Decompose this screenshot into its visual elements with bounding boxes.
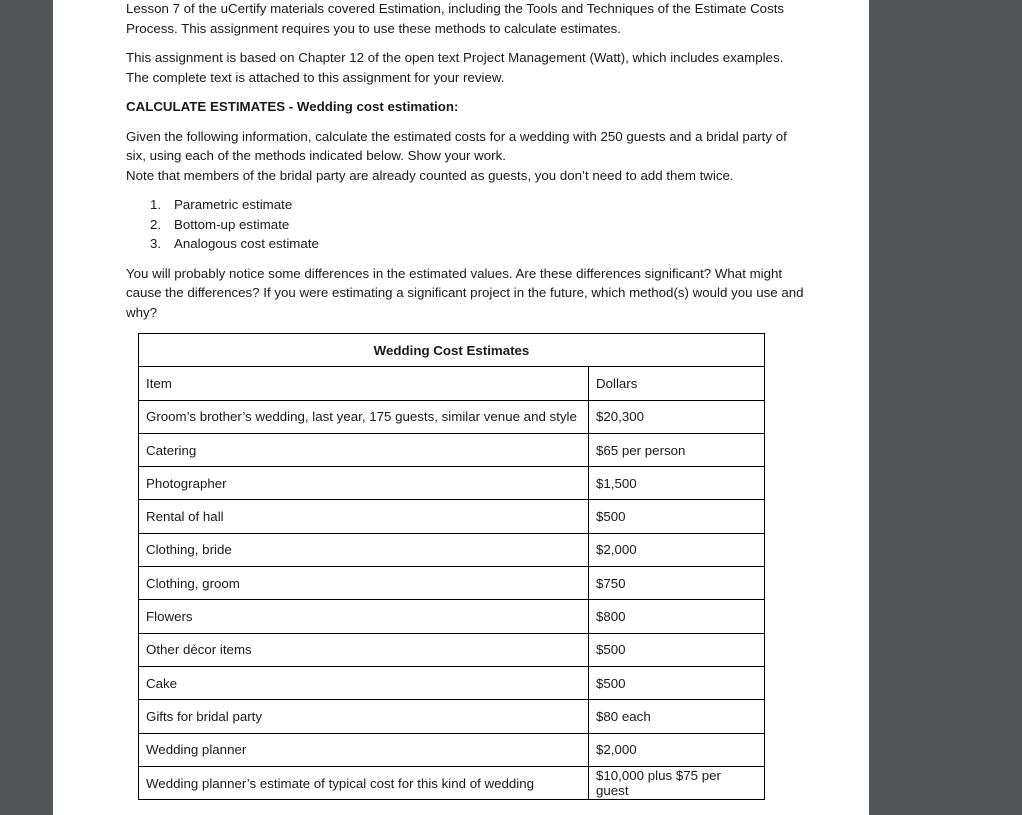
table-row (139, 567, 765, 600)
table-row (139, 467, 765, 500)
list-item (126, 215, 806, 235)
dollars-cell: $65 per person (589, 433, 765, 466)
dollars-cell: $20,300 (589, 400, 765, 433)
item-cell: Wedding planner (139, 733, 589, 766)
table-row (139, 433, 765, 466)
item-cell: Cake (139, 666, 589, 699)
intro-paragraph: Lesson 7 of the uCertify materials covered Estimation, including the Tools and Techniques of the Estimate Costs Process. This assignment requires you to use these methods to calculate estimates. (126, 1, 785, 36)
wedding-cost-table (138, 333, 765, 800)
table-row (139, 400, 765, 433)
dollars-cell: $800 (589, 600, 765, 633)
table-title-row (139, 334, 765, 367)
dollars-cell: $2,000 (589, 733, 765, 766)
list-number: 1. (150, 197, 162, 212)
dollars-cell: $1,500 (589, 467, 765, 500)
item-cell: Catering (139, 433, 589, 466)
list-number: 2. (150, 216, 162, 232)
table-header-row (139, 367, 765, 400)
column-header-dollars: Dollars (589, 367, 765, 400)
table-row (139, 533, 765, 566)
table-row (139, 633, 765, 666)
dollars-cell: $500 (589, 500, 765, 533)
list-text: Bottom-up estimate (174, 216, 290, 232)
list-item (126, 195, 806, 215)
item-cell: Other décor items (139, 633, 589, 666)
item-cell: Gifts for bridal party (139, 700, 589, 733)
column-header-item: Item (139, 367, 589, 400)
methods-list (126, 195, 806, 254)
table-row (139, 766, 765, 799)
section-heading: CALCULATE ESTIMATES - Wedding cost estimation: (126, 99, 459, 114)
table-row (139, 700, 765, 733)
item-cell: Clothing, groom (139, 567, 589, 600)
list-text: Analogous cost estimate (174, 236, 319, 251)
table-row (139, 666, 765, 699)
document-page (53, 0, 869, 815)
item-cell: Wedding planner’s estimate of typical cost for this kind of wedding (139, 766, 589, 799)
item-cell: Flowers (139, 600, 589, 633)
instructions-text: Given the following information, calculate the estimated costs for a wedding with 250 guests and a bridal party of six, using each of the methods indicated below. Show your work. (126, 128, 787, 163)
instructions-note: Note that members of the bridal party are already counted as guests, you don’t need to add them twice. (126, 167, 734, 183)
item-cell: Rental of hall (139, 500, 589, 533)
dollars-cell: $500 (589, 666, 765, 699)
table-title: Wedding Cost Estimates (139, 334, 765, 367)
list-number: 3. (150, 236, 162, 251)
item-cell: Photographer (139, 467, 589, 500)
dollars-cell: $750 (589, 567, 765, 600)
dollars-cell: $500 (589, 633, 765, 666)
list-text: Parametric estimate (174, 197, 293, 212)
dollars-cell: $80 each (589, 700, 765, 733)
table-row (139, 600, 765, 633)
document-content (126, 0, 806, 322)
table-row (139, 733, 765, 766)
table-row (139, 500, 765, 533)
chapter-paragraph: This assignment is based on Chapter 12 of the open text Project Management (Watt), which includes examples. The complete text is attached to this assignment for your review. (126, 50, 784, 85)
questions-paragraph: You will probably notice some differences in the estimated values. Are these differences significant? What might cause the differences? If you were estimating a significant project in the future, which method(s) would you use and why? (126, 265, 804, 320)
item-cell: Clothing, bride (139, 533, 589, 566)
dollars-cell: $2,000 (589, 533, 765, 566)
instructions-paragraph (126, 127, 806, 186)
item-cell: Groom’s brother’s wedding, last year, 175 guests, similar venue and style (139, 400, 589, 433)
dollars-cell: $10,000 plus $75 per guest (589, 766, 765, 799)
list-item (126, 234, 806, 254)
